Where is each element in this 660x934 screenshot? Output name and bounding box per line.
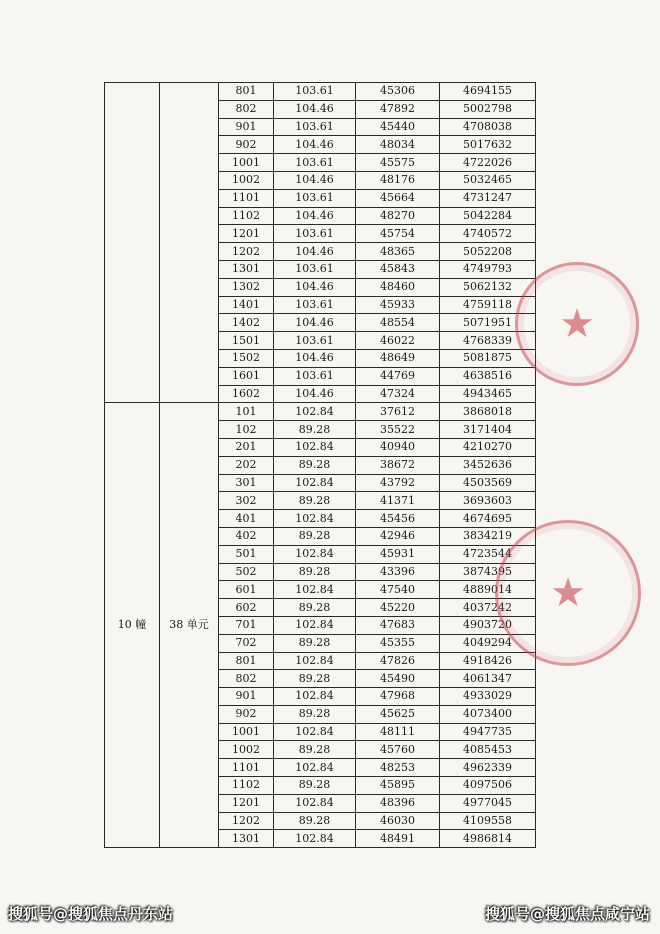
room-number-cell: 1302 bbox=[219, 278, 274, 296]
unit-price-cell: 45490 bbox=[356, 670, 440, 688]
area-cell: 103.61 bbox=[274, 260, 356, 278]
total-price-cell: 4722026 bbox=[440, 154, 536, 172]
room-number-cell: 1101 bbox=[219, 189, 274, 207]
area-cell: 102.84 bbox=[274, 723, 356, 741]
area-cell: 89.28 bbox=[274, 492, 356, 510]
unit-price-cell: 47968 bbox=[356, 688, 440, 706]
total-price-cell: 4889014 bbox=[440, 581, 536, 599]
room-number-cell: 601 bbox=[219, 581, 274, 599]
room-number-cell: 1101 bbox=[219, 759, 274, 777]
unit-price-cell: 47826 bbox=[356, 652, 440, 670]
total-price-cell: 4933029 bbox=[440, 688, 536, 706]
area-cell: 104.46 bbox=[274, 136, 356, 154]
area-cell: 89.28 bbox=[274, 527, 356, 545]
area-cell: 102.84 bbox=[274, 510, 356, 528]
total-price-cell: 5002798 bbox=[440, 100, 536, 118]
total-price-cell: 5042284 bbox=[440, 207, 536, 225]
area-cell: 102.84 bbox=[274, 616, 356, 634]
total-price-cell: 3874395 bbox=[440, 563, 536, 581]
room-number-cell: 301 bbox=[219, 474, 274, 492]
table-row bbox=[105, 403, 536, 421]
unit-price-cell: 48649 bbox=[356, 349, 440, 367]
area-cell: 89.28 bbox=[274, 705, 356, 723]
area-cell: 103.61 bbox=[274, 154, 356, 172]
unit-price-cell: 45843 bbox=[356, 260, 440, 278]
total-price-cell: 4694155 bbox=[440, 83, 536, 101]
room-number-cell: 1402 bbox=[219, 314, 274, 332]
room-number-cell: 202 bbox=[219, 456, 274, 474]
unit-price-cell: 45355 bbox=[356, 634, 440, 652]
total-price-cell: 4503569 bbox=[440, 474, 536, 492]
area-cell: 89.28 bbox=[274, 599, 356, 617]
room-number-cell: 901 bbox=[219, 118, 274, 136]
total-price-cell: 4918426 bbox=[440, 652, 536, 670]
room-number-cell: 101 bbox=[219, 403, 274, 421]
area-cell: 104.46 bbox=[274, 207, 356, 225]
unit-price-cell: 48491 bbox=[356, 830, 440, 848]
unit-price-cell: 47892 bbox=[356, 100, 440, 118]
room-number-cell: 1102 bbox=[219, 777, 274, 795]
seal-star-icon: ★ bbox=[550, 570, 586, 616]
total-price-cell: 4708038 bbox=[440, 118, 536, 136]
unit-price-cell: 46030 bbox=[356, 812, 440, 830]
area-cell: 104.46 bbox=[274, 314, 356, 332]
area-cell: 89.28 bbox=[274, 563, 356, 581]
area-cell: 104.46 bbox=[274, 100, 356, 118]
unit-price-cell: 47324 bbox=[356, 385, 440, 403]
area-cell: 102.84 bbox=[274, 403, 356, 421]
room-number-cell: 1001 bbox=[219, 723, 274, 741]
room-number-cell: 1502 bbox=[219, 349, 274, 367]
room-number-cell: 1601 bbox=[219, 367, 274, 385]
price-table bbox=[104, 82, 536, 848]
room-number-cell: 1202 bbox=[219, 243, 274, 261]
room-number-cell: 802 bbox=[219, 100, 274, 118]
room-number-cell: 302 bbox=[219, 492, 274, 510]
room-number-cell: 501 bbox=[219, 545, 274, 563]
room-number-cell: 902 bbox=[219, 705, 274, 723]
unit-price-cell: 45664 bbox=[356, 189, 440, 207]
total-price-cell: 5017632 bbox=[440, 136, 536, 154]
total-price-cell: 4073400 bbox=[440, 705, 536, 723]
unit-price-cell: 37612 bbox=[356, 403, 440, 421]
room-number-cell: 802 bbox=[219, 670, 274, 688]
unit-price-cell: 46022 bbox=[356, 332, 440, 350]
room-number-cell: 401 bbox=[219, 510, 274, 528]
unit-price-cell: 35522 bbox=[356, 421, 440, 439]
room-number-cell: 1202 bbox=[219, 812, 274, 830]
unit-cell: 38 单元 bbox=[160, 403, 219, 848]
unit-price-cell: 45625 bbox=[356, 705, 440, 723]
total-price-cell: 4210270 bbox=[440, 438, 536, 456]
total-price-cell: 4723544 bbox=[440, 545, 536, 563]
area-cell: 102.84 bbox=[274, 688, 356, 706]
building-cell: 10 幢 bbox=[105, 403, 160, 848]
unit-price-cell: 45760 bbox=[356, 741, 440, 759]
total-price-cell: 4085453 bbox=[440, 741, 536, 759]
area-cell: 102.84 bbox=[274, 545, 356, 563]
total-price-cell: 4674695 bbox=[440, 510, 536, 528]
unit-price-cell: 45575 bbox=[356, 154, 440, 172]
area-cell: 89.28 bbox=[274, 777, 356, 795]
area-cell: 102.84 bbox=[274, 438, 356, 456]
room-number-cell: 402 bbox=[219, 527, 274, 545]
unit-price-cell: 44769 bbox=[356, 367, 440, 385]
unit-price-cell: 45933 bbox=[356, 296, 440, 314]
room-number-cell: 1501 bbox=[219, 332, 274, 350]
unit-price-cell: 47540 bbox=[356, 581, 440, 599]
area-cell: 89.28 bbox=[274, 421, 356, 439]
total-price-cell: 5071951 bbox=[440, 314, 536, 332]
area-cell: 103.61 bbox=[274, 367, 356, 385]
room-number-cell: 1201 bbox=[219, 225, 274, 243]
total-price-cell: 4947735 bbox=[440, 723, 536, 741]
area-cell: 89.28 bbox=[274, 812, 356, 830]
unit-price-cell: 38672 bbox=[356, 456, 440, 474]
total-price-cell: 4903720 bbox=[440, 616, 536, 634]
unit-price-cell: 45306 bbox=[356, 83, 440, 101]
unit-cell-prev bbox=[160, 83, 219, 403]
room-number-cell: 902 bbox=[219, 136, 274, 154]
area-cell: 89.28 bbox=[274, 670, 356, 688]
unit-price-cell: 45220 bbox=[356, 599, 440, 617]
total-price-cell: 3834219 bbox=[440, 527, 536, 545]
area-cell: 89.28 bbox=[274, 634, 356, 652]
unit-price-cell: 48396 bbox=[356, 794, 440, 812]
total-price-cell: 4109558 bbox=[440, 812, 536, 830]
room-number-cell: 701 bbox=[219, 616, 274, 634]
total-price-cell: 3693603 bbox=[440, 492, 536, 510]
room-number-cell: 602 bbox=[219, 599, 274, 617]
seal-star-icon: ★ bbox=[559, 301, 595, 347]
area-cell: 103.61 bbox=[274, 118, 356, 136]
room-number-cell: 801 bbox=[219, 652, 274, 670]
area-cell: 103.61 bbox=[274, 83, 356, 101]
unit-price-cell: 48270 bbox=[356, 207, 440, 225]
unit-price-cell: 45895 bbox=[356, 777, 440, 795]
area-cell: 103.61 bbox=[274, 332, 356, 350]
room-number-cell: 1301 bbox=[219, 830, 274, 848]
total-price-cell: 4097506 bbox=[440, 777, 536, 795]
table-row bbox=[105, 83, 536, 101]
company-seal-top bbox=[515, 262, 639, 386]
room-number-cell: 102 bbox=[219, 421, 274, 439]
total-price-cell: 4768339 bbox=[440, 332, 536, 350]
unit-price-cell: 48111 bbox=[356, 723, 440, 741]
total-price-cell: 3171404 bbox=[440, 421, 536, 439]
total-price-cell: 4061347 bbox=[440, 670, 536, 688]
unit-price-cell: 48034 bbox=[356, 136, 440, 154]
room-number-cell: 1001 bbox=[219, 154, 274, 172]
area-cell: 102.84 bbox=[274, 759, 356, 777]
total-price-cell: 4962339 bbox=[440, 759, 536, 777]
unit-price-cell: 45440 bbox=[356, 118, 440, 136]
area-cell: 104.46 bbox=[274, 385, 356, 403]
total-price-cell: 5052208 bbox=[440, 243, 536, 261]
total-price-cell: 4731247 bbox=[440, 189, 536, 207]
area-cell: 102.84 bbox=[274, 794, 356, 812]
room-number-cell: 1201 bbox=[219, 794, 274, 812]
unit-price-cell: 48253 bbox=[356, 759, 440, 777]
unit-price-cell: 43396 bbox=[356, 563, 440, 581]
unit-price-cell: 42946 bbox=[356, 527, 440, 545]
area-cell: 102.84 bbox=[274, 474, 356, 492]
company-seal-bottom bbox=[495, 520, 641, 666]
total-price-cell: 4638516 bbox=[440, 367, 536, 385]
total-price-cell: 4749793 bbox=[440, 260, 536, 278]
area-cell: 102.84 bbox=[274, 581, 356, 599]
room-number-cell: 201 bbox=[219, 438, 274, 456]
unit-price-cell: 41371 bbox=[356, 492, 440, 510]
total-price-cell: 4740572 bbox=[440, 225, 536, 243]
room-number-cell: 801 bbox=[219, 83, 274, 101]
total-price-cell: 5081875 bbox=[440, 349, 536, 367]
unit-price-cell: 48554 bbox=[356, 314, 440, 332]
room-number-cell: 1301 bbox=[219, 260, 274, 278]
area-cell: 104.46 bbox=[274, 349, 356, 367]
total-price-cell: 3868018 bbox=[440, 403, 536, 421]
total-price-cell: 4977045 bbox=[440, 794, 536, 812]
area-cell: 104.46 bbox=[274, 171, 356, 189]
watermark-right: 搜狐号@搜狐焦点咸宁站 bbox=[484, 905, 650, 923]
unit-price-cell: 45754 bbox=[356, 225, 440, 243]
area-cell: 103.61 bbox=[274, 225, 356, 243]
room-number-cell: 1002 bbox=[219, 171, 274, 189]
total-price-cell: 4986814 bbox=[440, 830, 536, 848]
room-number-cell: 1102 bbox=[219, 207, 274, 225]
total-price-cell: 3452636 bbox=[440, 456, 536, 474]
room-number-cell: 1002 bbox=[219, 741, 274, 759]
room-number-cell: 1401 bbox=[219, 296, 274, 314]
unit-price-cell: 48365 bbox=[356, 243, 440, 261]
room-number-cell: 702 bbox=[219, 634, 274, 652]
area-cell: 104.46 bbox=[274, 243, 356, 261]
unit-price-cell: 40940 bbox=[356, 438, 440, 456]
room-number-cell: 502 bbox=[219, 563, 274, 581]
building-cell-prev bbox=[105, 83, 160, 403]
area-cell: 102.84 bbox=[274, 830, 356, 848]
total-price-cell: 4759118 bbox=[440, 296, 536, 314]
total-price-cell: 5062132 bbox=[440, 278, 536, 296]
total-price-cell: 4049294 bbox=[440, 634, 536, 652]
unit-price-cell: 48460 bbox=[356, 278, 440, 296]
unit-price-cell: 47683 bbox=[356, 616, 440, 634]
room-number-cell: 1602 bbox=[219, 385, 274, 403]
room-number-cell: 901 bbox=[219, 688, 274, 706]
watermark-left: 搜狐号@搜狐焦点丹东站 bbox=[8, 905, 174, 923]
total-price-cell: 4037242 bbox=[440, 599, 536, 617]
price-table-body bbox=[105, 83, 536, 848]
unit-price-cell: 48176 bbox=[356, 171, 440, 189]
unit-price-cell: 45931 bbox=[356, 545, 440, 563]
area-cell: 103.61 bbox=[274, 296, 356, 314]
area-cell: 89.28 bbox=[274, 741, 356, 759]
unit-price-cell: 43792 bbox=[356, 474, 440, 492]
area-cell: 104.46 bbox=[274, 278, 356, 296]
area-cell: 102.84 bbox=[274, 652, 356, 670]
area-cell: 103.61 bbox=[274, 189, 356, 207]
total-price-cell: 4943465 bbox=[440, 385, 536, 403]
unit-price-cell: 45456 bbox=[356, 510, 440, 528]
total-price-cell: 5032465 bbox=[440, 171, 536, 189]
area-cell: 89.28 bbox=[274, 456, 356, 474]
